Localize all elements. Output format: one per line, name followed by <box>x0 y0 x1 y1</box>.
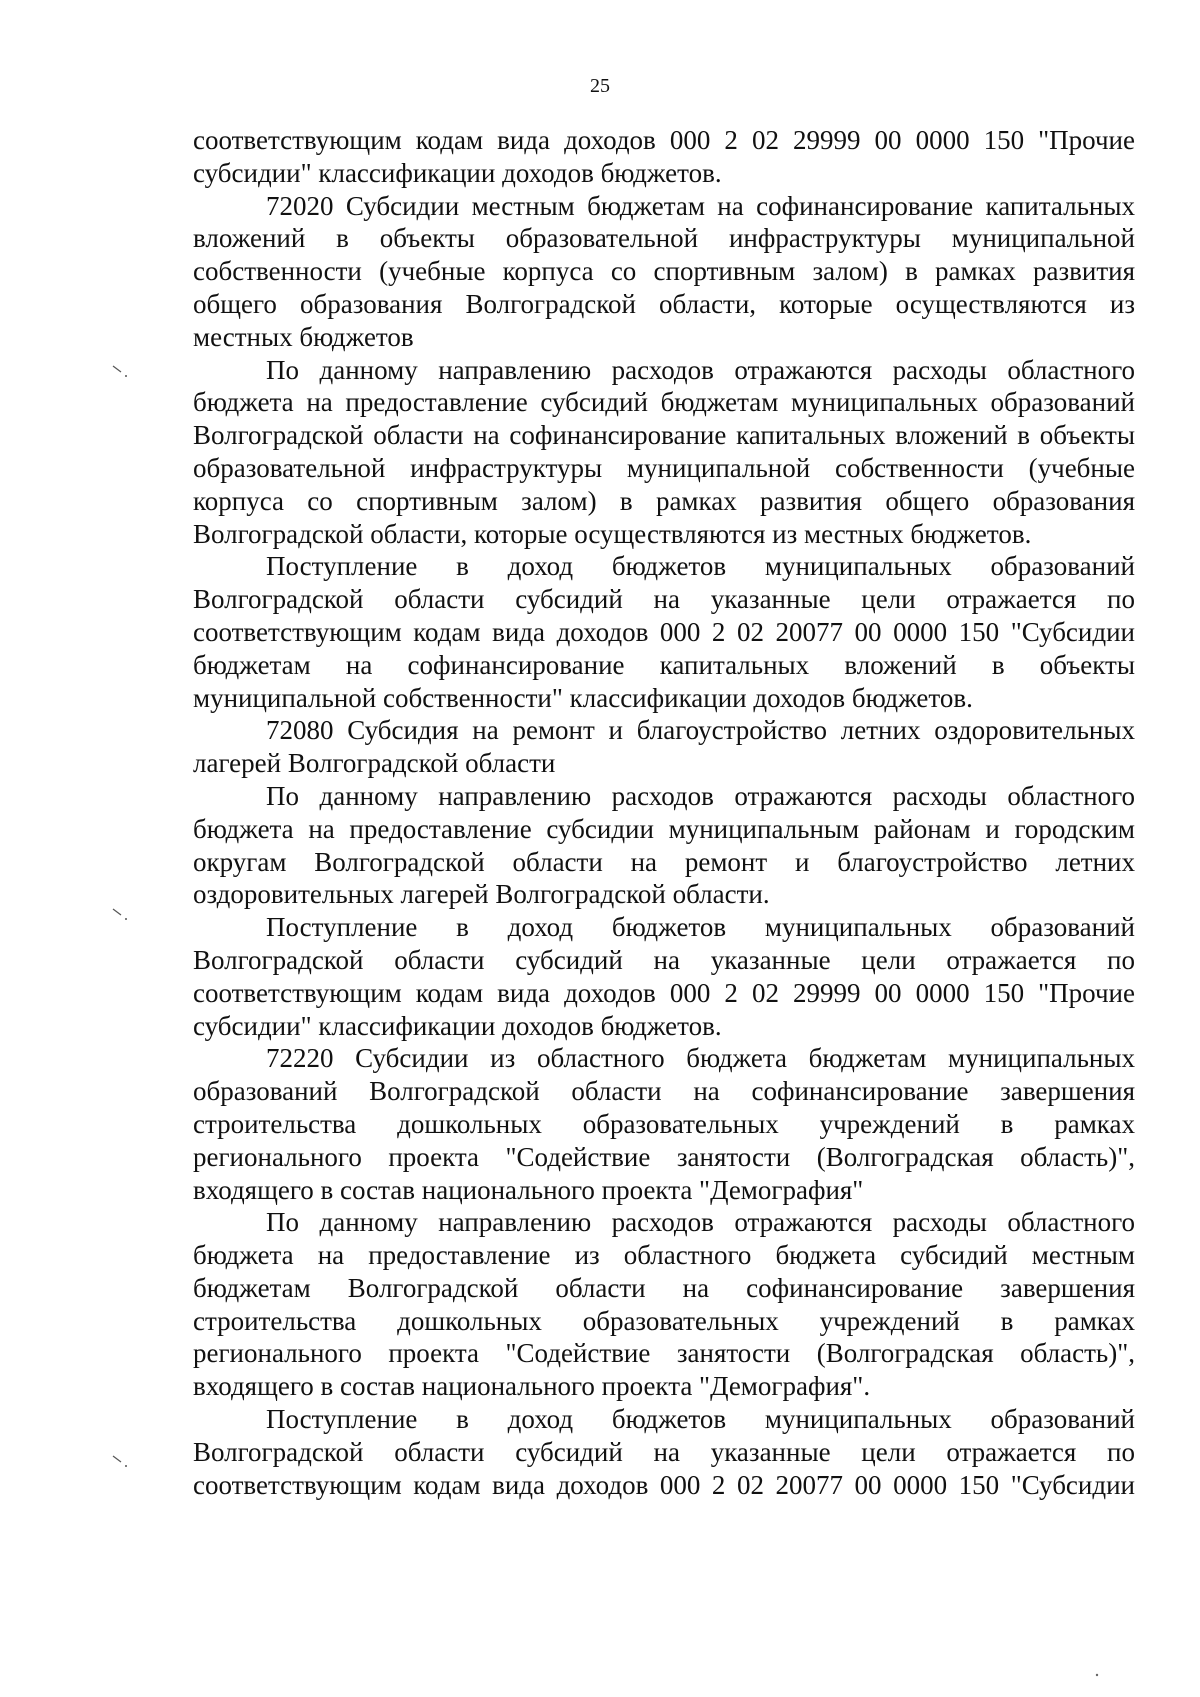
paragraph-revenue-72220: Поступление в доход бюджетов муниципальных образований Волгоградской области субсидий на указанные цели отражается по соответствующим кодам вида доходов 000 2 02 20077 00 0000 150 "Субсидии <box>193 1404 1135 1500</box>
scan-dot <box>1094 1672 1116 1686</box>
paragraph-expenses-72080: По данному направлению расходов отражаются расходы областного бюджета на предоставление субсидии муниципальным районам и городским округам Волгоградской области на ремонт и благоустройство летних оздоровительных лагерей Волгоградской области. <box>193 780 1135 910</box>
paragraph-continuation: соответствующим кодам вида доходов 000 2 02 29999 00 0000 150 "Прочие субсидии" классификации доходов бюджетов. <box>193 125 1135 188</box>
scan-mark <box>112 365 134 379</box>
scan-mark <box>112 1455 134 1469</box>
paragraph-heading-72220: 72220 Субсидии из областного бюджета бюджетам муниципальных образований Волгоградской области на софинансирование завершения строительства дошкольных образовательных учреждений в рамках регионального проекта "Содействие занятости (Волгоградская область)", входящего в состав национального проекта "Демография" <box>193 1043 1135 1205</box>
paragraph-revenue-72020: Поступление в доход бюджетов муниципальных образований Волгоградской области субсидий на указанные цели отражается по соответствующим кодам вида доходов 000 2 02 20077 00 0000 150 "Субсидии бюджетам на софинансирование капитальных вложений в объекты муниципальной собственности" классификации доходов бюджетов. <box>193 551 1135 713</box>
paragraph-expenses-72220: По данному направлению расходов отражаются расходы областного бюджета на предоставление из областного бюджета субсидий местным бюджетам Волгоградской области на софинансирование завершения строительства дошкольных образовательных учреждений в рамках регионального проекта "Содействие занятости (Волгоградская область)", входящего в состав национального проекта "Демография". <box>193 1207 1135 1402</box>
paragraph-heading-72080: 72080 Субсидия на ремонт и благоустройство летних оздоровительных лагерей Волгоградской области <box>193 715 1135 779</box>
page-number: 25 <box>590 75 610 97</box>
paragraph-heading-72020: 72020 Субсидии местным бюджетам на софинансирование капитальных вложений в объекты образовательной инфраструктуры муниципальной собственности (учебные корпуса со спортивным залом) в рамках развития общего образования Волгоградской области, которые осуществляются из местных бюджетов <box>193 190 1135 352</box>
scan-mark <box>112 908 134 922</box>
paragraph-expenses-72020: По данному направлению расходов отражаются расходы областного бюджета на предоставление субсидий бюджетам муниципальных образований Волгоградской области на софинансирование капитальных вложений в объекты образовательной инфраструктуры муниципальной собственности (учебные корпуса со спортивным залом) в рамках развития общего образования Волгоградской области, которые осуществляются из местных бюджетов. <box>193 354 1135 549</box>
document-body <box>193 124 1135 1501</box>
paragraph-revenue-72080: Поступление в доход бюджетов муниципальных образований Волгоградской области субсидий на указанные цели отражается по соответствующим кодам вида доходов 000 2 02 29999 00 0000 150 "Прочие субсидии" классификации доходов бюджетов. <box>193 912 1135 1041</box>
